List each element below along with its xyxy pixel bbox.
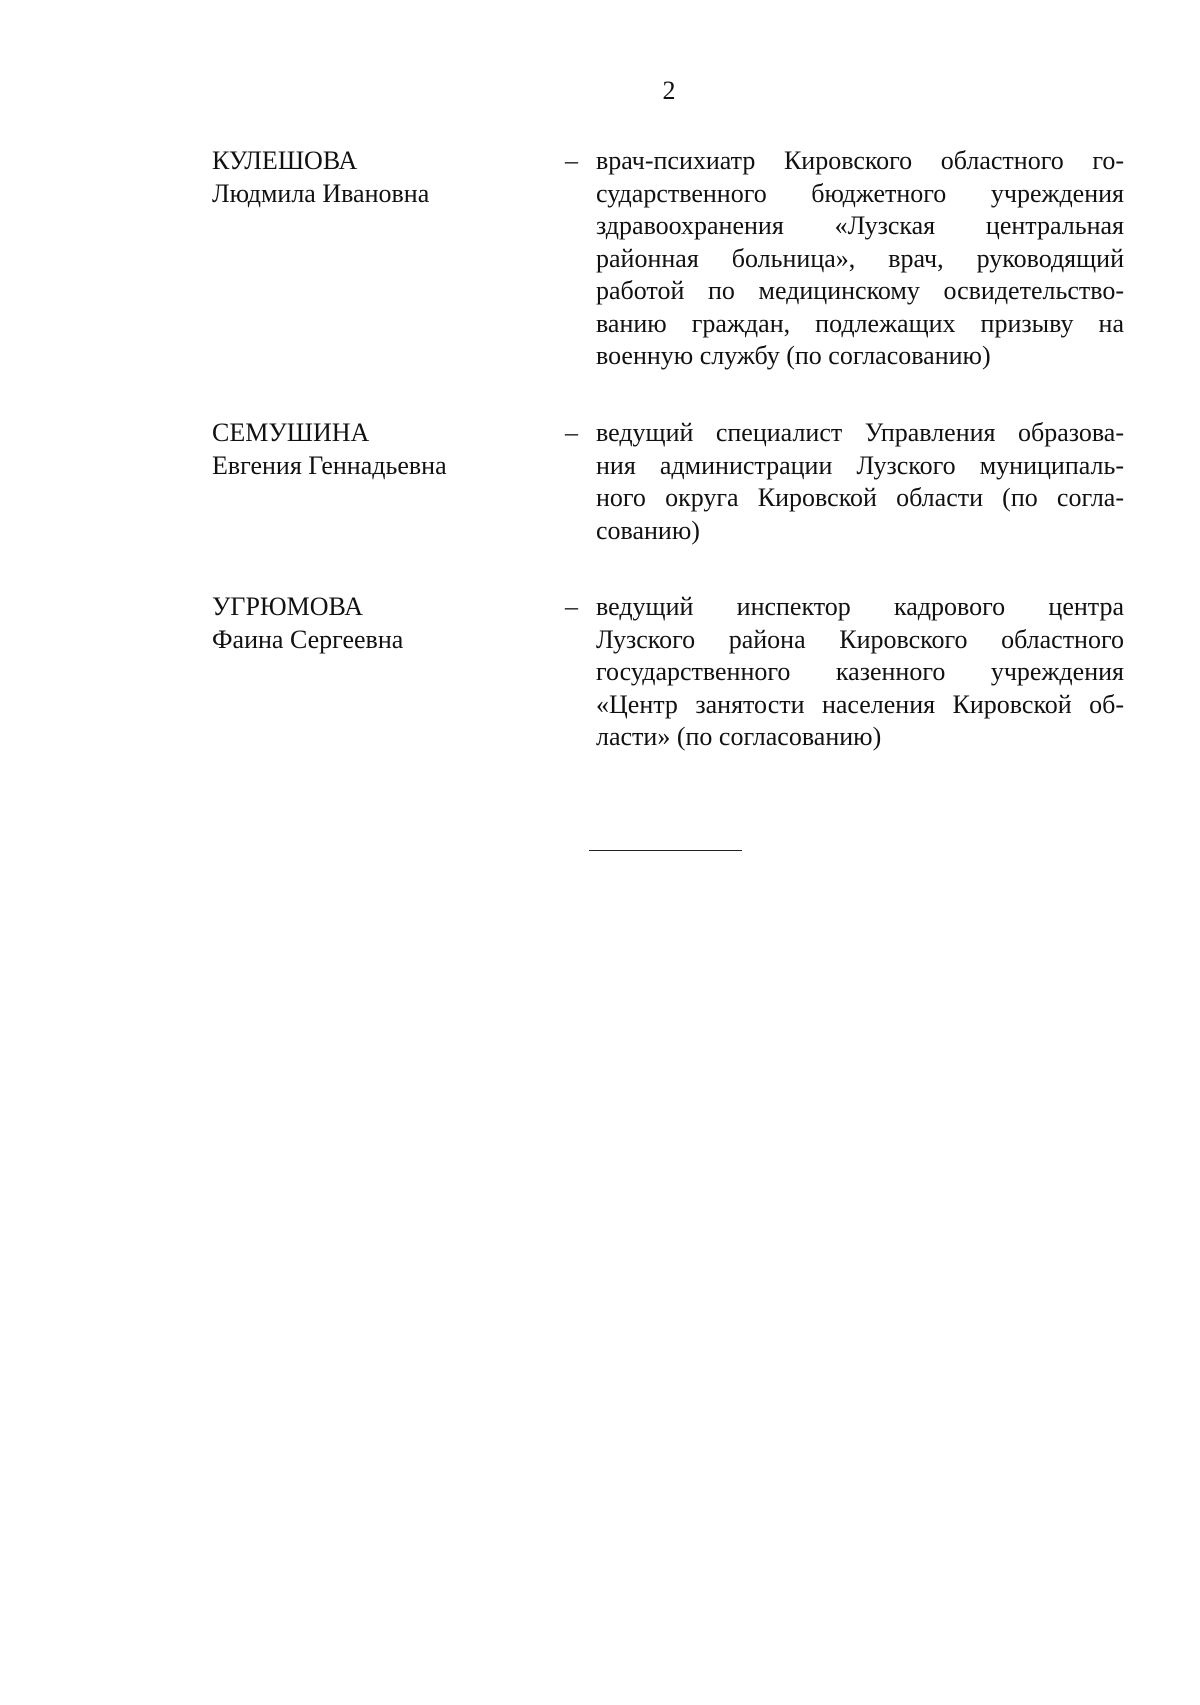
role-line: здравоохранения «Лузская центральная [596, 211, 1124, 240]
role-line: ванию граждан, подлежащих призыву на [596, 308, 1124, 338]
entry-dash: – [565, 146, 578, 175]
member-role [596, 417, 1124, 547]
page-number: 2 [662, 76, 676, 105]
member-given-names: Фаина Сергеевна [212, 624, 404, 654]
member-name [212, 591, 512, 656]
role-line: врач-психиатр Кировского областного го- [596, 146, 1124, 175]
role-line: военную службу (по согласованию) [596, 341, 991, 370]
member-name [212, 417, 512, 482]
entry-dash: – [565, 592, 578, 621]
role-line: ния администрации Лузского муниципаль- [596, 450, 1124, 480]
role-line: сударственного бюджетного учреждения [596, 178, 1124, 208]
role-line: работой по медицинскому освидетельство- [596, 276, 1124, 305]
role-line: ведущий инспектор кадрового центра [596, 592, 1124, 621]
entry-dash: – [565, 418, 578, 447]
member-surname: УГРЮМОВА [212, 592, 363, 621]
role-line: Лузского района Кировского областного [596, 624, 1124, 654]
member-role [596, 591, 1124, 754]
member-name [212, 145, 512, 210]
member-role [596, 145, 1124, 373]
role-line: сованию) [596, 515, 700, 545]
role-line: государственного казенного учреждения [596, 657, 1124, 686]
member-surname: СЕМУШИНА [212, 418, 370, 447]
role-line: ласти» (по согласованию) [596, 722, 882, 751]
end-of-list-rule [589, 850, 742, 851]
role-line: «Центр занятости населения Кировской об- [596, 689, 1124, 719]
member-given-names: Людмила Ивановна [212, 178, 430, 208]
role-line: ведущий специалист Управления образова- [596, 418, 1124, 447]
member-given-names: Евгения Геннадьевна [212, 450, 447, 480]
role-line: районная больница», врач, руководящий [596, 243, 1124, 273]
member-surname: КУЛЕШОВА [212, 146, 358, 175]
role-line: ного округа Кировской области (по согла- [596, 483, 1124, 512]
